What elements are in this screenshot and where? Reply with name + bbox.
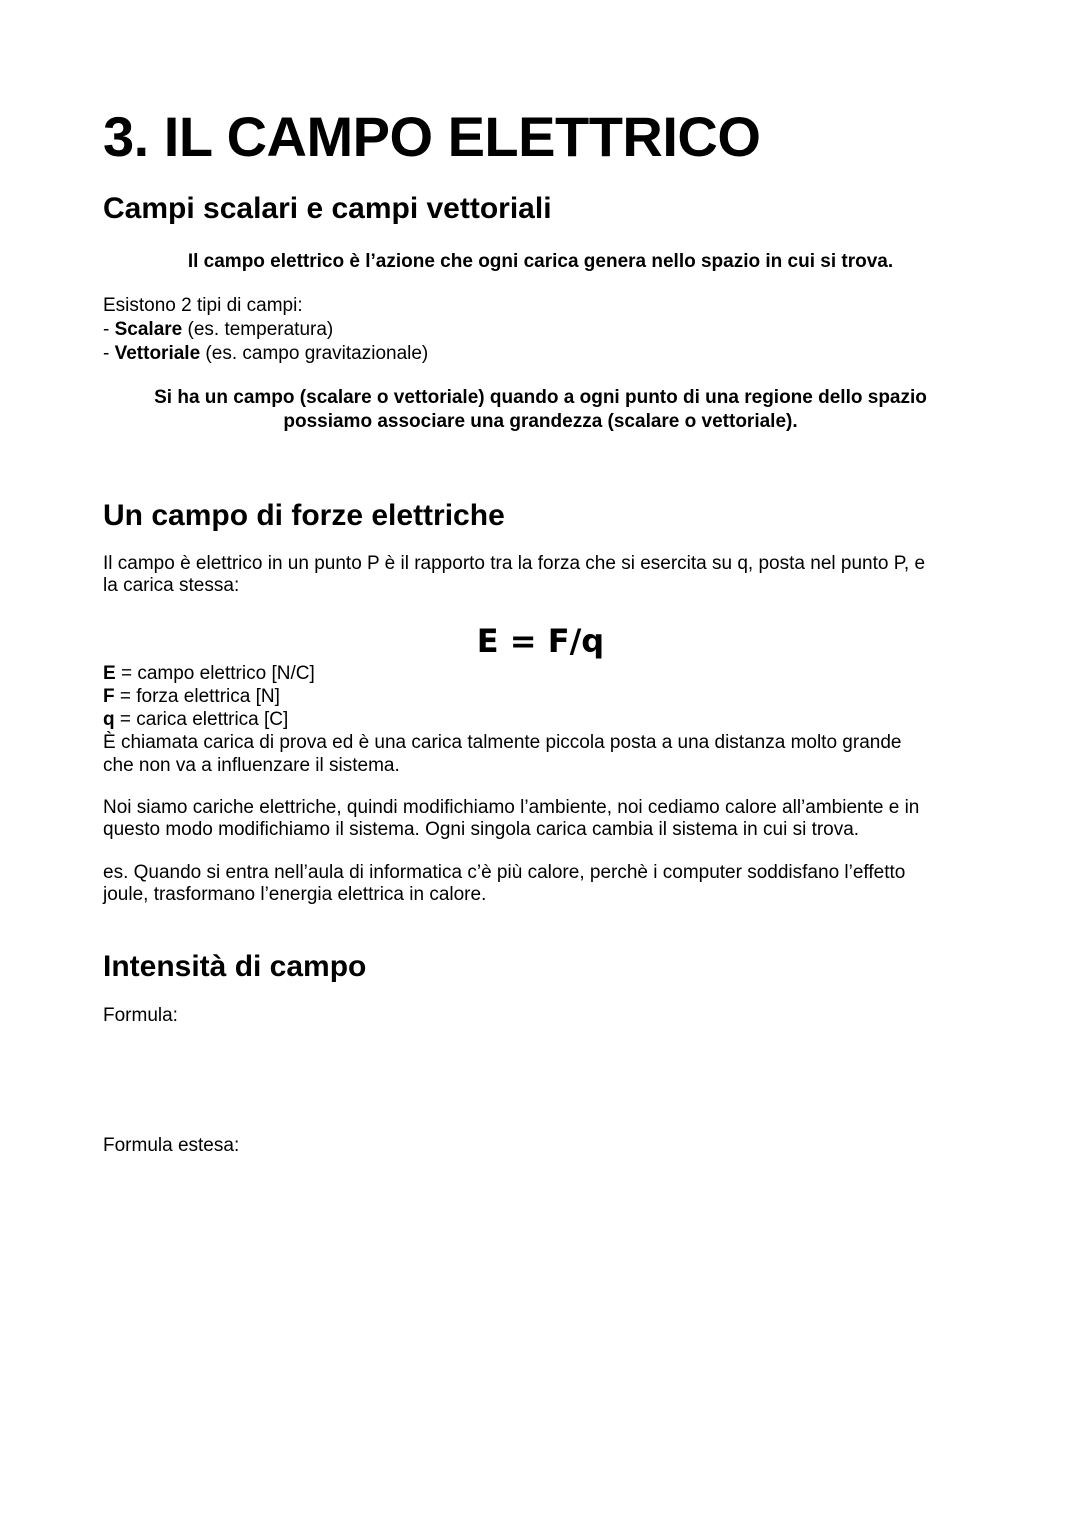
page-title: 3. IL CAMPO ELETTRICO <box>103 105 761 168</box>
electric-field-formula: E = F/q <box>476 622 605 660</box>
field-types-list <box>103 294 983 366</box>
note-paragraph: Noi siamo cariche elettriche, quindi modifichiamo l’ambiente, noi cediamo calore all’ambiente e in questo modo modifichiamo il sistema. Ogni singola carica cambia il sistema in cui si trova. <box>103 797 920 840</box>
definition-statement: Il campo elettrico è l’azione che ogni carica genera nello spazio in cui si trova. <box>187 251 894 272</box>
formula-label: Formula: <box>103 1005 178 1026</box>
probe-charge-text: che non va a influenzare il sistema. <box>103 755 400 776</box>
legend-item: E = campo elettrico [N/C] <box>103 663 315 684</box>
section-heading-campi: Campi scalari e campi vettoriali <box>103 192 552 225</box>
field-description: Il campo è elettrico in un punto P è il rapporto tra la forza che si esercita su q, posta nel punto P, e la carica stessa: <box>103 553 926 596</box>
field-type-item: - Vettoriale (es. campo gravitazionale) <box>103 343 429 364</box>
legend-item: F = forza elettrica [N] <box>103 686 280 707</box>
field-statement: Si ha un campo (scalare o vettoriale) quando a ogni punto di una regione dello spazio possiamo associare una grandezza (scalare o vettoriale). <box>154 387 927 432</box>
field-type-name: Scalare <box>114 319 183 340</box>
extended-formula-label: Formula estesa: <box>103 1135 240 1156</box>
field-types-intro: Esistono 2 tipi di campi: <box>103 295 303 316</box>
probe-charge-text: È chiamata carica di prova ed è una carica talmente piccola posta a una distanza molto grande <box>103 732 902 753</box>
section-heading-forze: Un campo di forze elettriche <box>103 499 505 532</box>
formula-legend <box>103 662 983 777</box>
field-type-item: - Scalare (es. temperatura) <box>103 319 334 340</box>
legend-item: q = carica elettrica [C] <box>103 709 289 730</box>
section-heading-intensita: Intensità di campo <box>103 950 367 983</box>
example-paragraph: es. Quando si entra nell’aula di informatica c’è più calore, perchè i computer soddisfano l’effetto joule, trasformano l’energia elettrica in calore. <box>103 862 906 905</box>
field-type-name: Vettoriale <box>114 343 201 364</box>
